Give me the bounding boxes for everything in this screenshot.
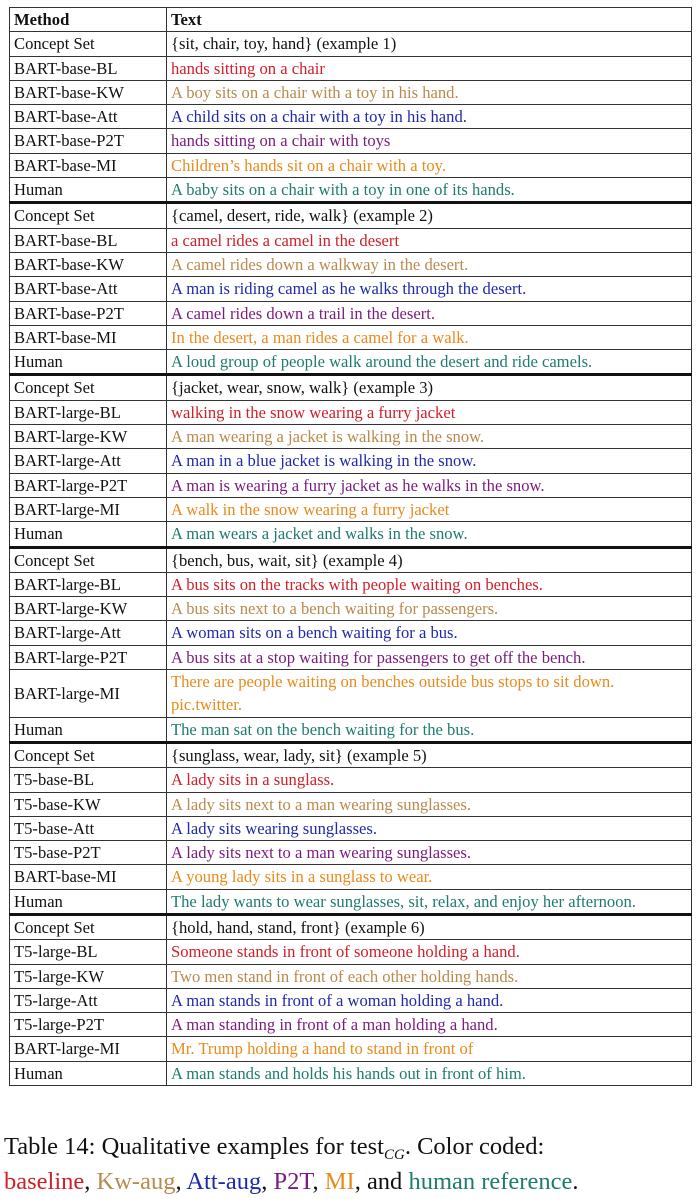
table-row xyxy=(10,670,692,718)
legend-label-baseline: baseline xyxy=(4,1168,85,1195)
method-cell: T5-base-P2T xyxy=(10,841,167,865)
table-row xyxy=(10,522,692,547)
method-cell: BART-base-P2T xyxy=(10,129,167,153)
method-cell: BART-large-MI xyxy=(10,497,167,521)
table-row xyxy=(10,717,692,742)
legend-separator: , and xyxy=(354,1168,409,1195)
table-row xyxy=(10,889,692,914)
generated-text-cell: A man stands and holds his hands out in front of him. xyxy=(167,1061,692,1085)
table-row xyxy=(10,988,692,1012)
method-cell: BART-large-Att xyxy=(10,621,167,645)
results-table-container xyxy=(9,7,691,1086)
legend-label-human: human reference xyxy=(408,1168,573,1195)
generated-text-cell: A camel rides down a trail in the desert. xyxy=(167,301,692,325)
generated-text-cell: A child sits on a chair with a toy in his hand. xyxy=(167,105,692,129)
method-cell: BART-large-KW xyxy=(10,597,167,621)
table-row xyxy=(10,425,692,449)
method-cell: Concept Set xyxy=(10,547,167,572)
generated-text-cell: walking in the snow wearing a furry jacket xyxy=(167,400,692,424)
table-row xyxy=(10,1037,692,1061)
generated-text-cell: A lady sits next to a man wearing sunglasses. xyxy=(167,792,692,816)
legend-label-mi: MI xyxy=(324,1168,355,1195)
table-row xyxy=(10,597,692,621)
method-cell: BART-large-P2T xyxy=(10,473,167,497)
method-cell: BART-base-MI xyxy=(10,153,167,177)
method-cell: Concept Set xyxy=(10,914,167,939)
table-caption xyxy=(4,1131,696,1198)
concept-set-row xyxy=(10,742,692,767)
generated-text-cell: A young lady sits in a sunglass to wear. xyxy=(167,865,692,889)
generated-text-cell: A walk in the snow wearing a furry jacket xyxy=(167,497,692,521)
table-row xyxy=(10,325,692,349)
method-cell: BART-base-KW xyxy=(10,80,167,104)
table-row xyxy=(10,1061,692,1085)
table-row xyxy=(10,277,692,301)
table-header-row xyxy=(10,8,692,32)
generated-text-cell: A lady sits next to a man wearing sunglasses. xyxy=(167,841,692,865)
generated-text-cell: The man sat on the bench waiting for the bus. xyxy=(167,717,692,742)
method-cell: BART-large-BL xyxy=(10,572,167,596)
method-cell: Concept Set xyxy=(10,203,167,228)
table-row xyxy=(10,129,692,153)
concept-set-row xyxy=(10,203,692,228)
table-row xyxy=(10,572,692,596)
generated-text-cell: A bus sits at a stop waiting for passengers to get off the bench. xyxy=(167,645,692,669)
table-row xyxy=(10,865,692,889)
generated-text-cell: A lady sits in a sunglass. xyxy=(167,768,692,792)
legend-separator: , xyxy=(261,1168,274,1195)
table-row xyxy=(10,497,692,521)
generated-text-cell: Children’s hands sit on a chair with a toy. xyxy=(167,153,692,177)
method-cell: BART-large-BL xyxy=(10,400,167,424)
generated-text-cell: hands sitting on a chair with toys xyxy=(167,129,692,153)
table-row xyxy=(10,252,692,276)
concept-set-row xyxy=(10,914,692,939)
table-row xyxy=(10,400,692,424)
table-row xyxy=(10,301,692,325)
qualitative-examples-table xyxy=(9,7,692,1086)
table-row xyxy=(10,645,692,669)
generated-text-cell: A man wears a jacket and walks in the snow. xyxy=(167,522,692,547)
table-row xyxy=(10,350,692,375)
table-row xyxy=(10,80,692,104)
caption-middle: . Color coded: xyxy=(404,1133,545,1160)
legend-label-att-aug: Att-aug xyxy=(186,1168,262,1195)
method-cell: Concept Set xyxy=(10,32,167,56)
generated-text-cell: Someone stands in front of someone holding a hand. xyxy=(167,940,692,964)
method-cell: BART-base-MI xyxy=(10,865,167,889)
generated-text-cell: A camel rides down a walkway in the desert. xyxy=(167,252,692,276)
generated-text-cell: The lady wants to wear sunglasses, sit, relax, and enjoy her afternoon. xyxy=(167,889,692,914)
generated-text-cell: A lady sits wearing sunglasses. xyxy=(167,816,692,840)
method-cell: Human xyxy=(10,717,167,742)
generated-text-cell: A man stands in front of a woman holding a hand. xyxy=(167,988,692,1012)
method-cell: BART-base-BL xyxy=(10,228,167,252)
table-row xyxy=(10,841,692,865)
method-cell: Human xyxy=(10,522,167,547)
method-cell: Concept Set xyxy=(10,742,167,767)
method-cell: Human xyxy=(10,889,167,914)
concept-set-row xyxy=(10,32,692,56)
legend-separator: , xyxy=(175,1168,187,1195)
table-row xyxy=(10,449,692,473)
method-cell: Human xyxy=(10,350,167,375)
table-row xyxy=(10,621,692,645)
generated-text-cell: A baby sits on a chair with a toy in one of its hands. xyxy=(167,178,692,203)
table-row xyxy=(10,178,692,203)
generated-text-cell: There are people waiting on benches outside bus stops to sit down. pic.twitter. xyxy=(167,670,692,718)
table-row xyxy=(10,792,692,816)
method-cell: Concept Set xyxy=(10,375,167,400)
method-cell: BART-large-Att xyxy=(10,449,167,473)
table-row xyxy=(10,105,692,129)
generated-text-cell: hands sitting on a chair xyxy=(167,56,692,80)
method-cell: BART-large-MI xyxy=(10,670,167,718)
generated-text-cell: A boy sits on a chair with a toy in his hand. xyxy=(167,80,692,104)
caption-subscript: CG xyxy=(383,1147,405,1163)
table-row xyxy=(10,964,692,988)
table-row xyxy=(10,153,692,177)
generated-text-cell: A man in a blue jacket is walking in the snow. xyxy=(167,449,692,473)
legend-label-kw-aug: Kw-aug xyxy=(96,1168,176,1195)
method-cell: T5-large-BL xyxy=(10,940,167,964)
table-row xyxy=(10,473,692,497)
caption-prefix: Table 14: Qualitative examples for test xyxy=(4,1133,384,1160)
generated-text-cell: A bus sits on the tracks with people waiting on benches. xyxy=(167,572,692,596)
legend-separator: , xyxy=(312,1168,325,1195)
method-cell: T5-base-Att xyxy=(10,816,167,840)
generated-text-cell: Two men stand in front of each other holding hands. xyxy=(167,964,692,988)
generated-text-cell: A woman sits on a bench waiting for a bus. xyxy=(167,621,692,645)
generated-text-cell: A bus sits next to a bench waiting for passengers. xyxy=(167,597,692,621)
generated-text-cell: {hold, hand, stand, front} (example 6) xyxy=(167,914,692,939)
method-cell: T5-base-KW xyxy=(10,792,167,816)
method-cell: BART-base-Att xyxy=(10,277,167,301)
color-legend xyxy=(4,1168,578,1195)
method-cell: BART-large-P2T xyxy=(10,645,167,669)
method-cell: Human xyxy=(10,178,167,203)
method-cell: T5-large-Att xyxy=(10,988,167,1012)
legend-separator: , xyxy=(84,1168,97,1195)
concept-set-row xyxy=(10,375,692,400)
header-text: Text xyxy=(167,8,692,32)
generated-text-cell: Mr. Trump holding a hand to stand in front of xyxy=(167,1037,692,1061)
legend-label-p2t: P2T xyxy=(273,1168,313,1195)
table-row xyxy=(10,1013,692,1037)
legend-separator: . xyxy=(572,1168,579,1195)
generated-text-cell: A man wearing a jacket is walking in the snow. xyxy=(167,425,692,449)
table-row xyxy=(10,940,692,964)
generated-text-cell: A loud group of people walk around the desert and ride camels. xyxy=(167,350,692,375)
generated-text-cell: {sunglass, wear, lady, sit} (example 5) xyxy=(167,742,692,767)
method-cell: BART-base-Att xyxy=(10,105,167,129)
generated-text-cell: A man is wearing a furry jacket as he walks in the snow. xyxy=(167,473,692,497)
method-cell: BART-base-KW xyxy=(10,252,167,276)
method-cell: Human xyxy=(10,1061,167,1085)
method-cell: BART-large-KW xyxy=(10,425,167,449)
generated-text-cell: {jacket, wear, snow, walk} (example 3) xyxy=(167,375,692,400)
table-row xyxy=(10,768,692,792)
table-row xyxy=(10,816,692,840)
generated-text-cell: {bench, bus, wait, sit} (example 4) xyxy=(167,547,692,572)
method-cell: T5-base-BL xyxy=(10,768,167,792)
method-cell: BART-base-P2T xyxy=(10,301,167,325)
table-body xyxy=(10,32,692,1086)
method-cell: T5-large-KW xyxy=(10,964,167,988)
table-row xyxy=(10,228,692,252)
method-cell: BART-base-BL xyxy=(10,56,167,80)
generated-text-cell: A man standing in front of a man holding a hand. xyxy=(167,1013,692,1037)
table-row xyxy=(10,56,692,80)
concept-set-row xyxy=(10,547,692,572)
method-cell: T5-large-P2T xyxy=(10,1013,167,1037)
generated-text-cell: In the desert, a man rides a camel for a walk. xyxy=(167,325,692,349)
header-method: Method xyxy=(10,8,167,32)
generated-text-cell: {sit, chair, toy, hand} (example 1) xyxy=(167,32,692,56)
generated-text-cell: a camel rides a camel in the desert xyxy=(167,228,692,252)
generated-text-cell: A man is riding camel as he walks through the desert. xyxy=(167,277,692,301)
method-cell: BART-base-MI xyxy=(10,325,167,349)
generated-text-cell: {camel, desert, ride, walk} (example 2) xyxy=(167,203,692,228)
method-cell: BART-large-MI xyxy=(10,1037,167,1061)
